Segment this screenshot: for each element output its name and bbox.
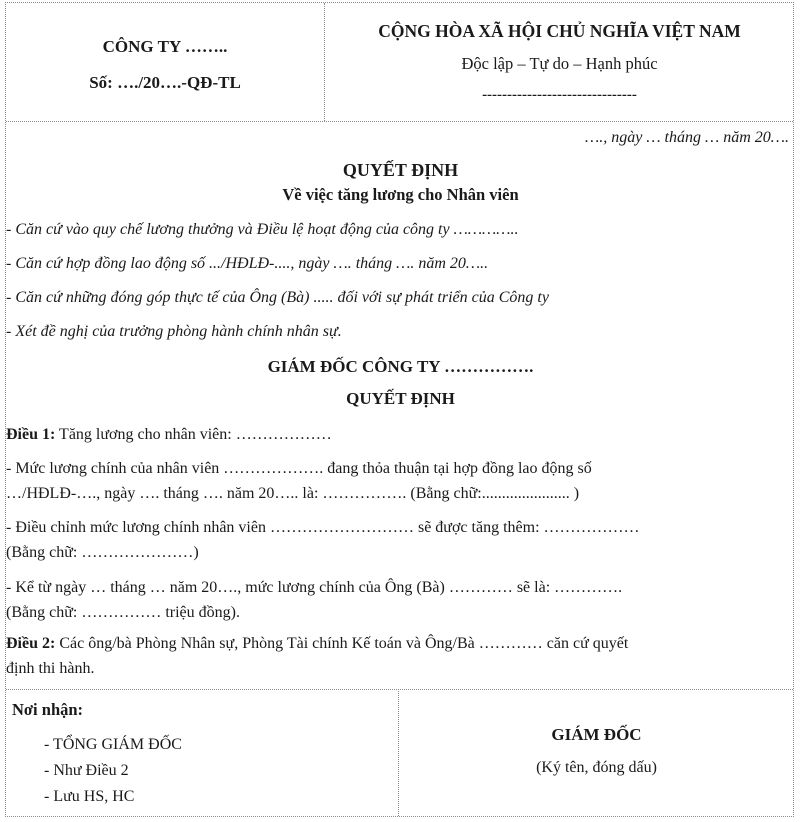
document-subtitle: Về việc tăng lương cho Nhân viên xyxy=(282,185,519,204)
article-2-label: Điều 2: xyxy=(6,635,56,652)
director-heading: GIÁM ĐỐC CÔNG TY ……………. xyxy=(267,357,534,376)
article-1-item: - Kể từ ngày … tháng … năm 20…., mức lương chính của Ông (Bà) ………… sẽ là: …………. xyxy=(6,579,623,596)
recipient-item: - Như Điều 2 xyxy=(44,762,129,779)
basis-item: - Căn cứ những đóng góp thực tế của Ông (Bà) ..... đối với sự phát triển của Công ty xyxy=(6,289,549,306)
footer-top-line xyxy=(6,689,793,690)
header-bottom-line xyxy=(6,121,793,122)
decision-document xyxy=(5,2,794,817)
motto-separator: ------------------------------- xyxy=(482,87,637,103)
article-2 xyxy=(6,635,628,653)
article-1-item: - Điều chỉnh mức lương chính nhân viên ……………………… sẽ được tăng thêm: ……………… xyxy=(6,519,640,536)
article-1-item: - Mức lương chính của nhân viên ………………. đang thỏa thuận tại hợp đồng lao động số xyxy=(6,460,592,477)
recipients-label: Nơi nhận: xyxy=(12,700,84,719)
national-motto: Độc lập – Tự do – Hạnh phúc xyxy=(461,54,658,73)
article-1-item: …/HĐLĐ-…., ngày …. tháng …. năm 20….. là: ……………. (Bằng chữ:...................... ) xyxy=(6,485,580,502)
country-name: CỘNG HÒA XÃ HỘI CHỦ NGHĨA VIỆT NAM xyxy=(378,21,741,41)
company-name: CÔNG TY …….. xyxy=(102,37,228,56)
recipient-item: - Lưu HS, HC xyxy=(44,788,135,805)
document-number: Số: …./20….-QĐ-TL xyxy=(89,73,241,92)
basis-item: - Căn cứ vào quy chế lương thưởng và Điều lệ hoạt động của công ty ………….. xyxy=(6,221,519,238)
basis-item: - Xét đề nghị của trưởng phòng hành chính nhân sự. xyxy=(6,323,342,340)
article-2-text: định thi hành. xyxy=(6,660,95,677)
article-1-item: (Bằng chữ: …………… triệu đồng). xyxy=(6,604,240,621)
article-2-text: Các ông/bà Phòng Nhân sự, Phòng Tài chính Kế toán và Ông/Bà ………… căn cứ quyết xyxy=(55,635,629,652)
footer-divider xyxy=(398,689,399,816)
recipient-item: - TỔNG GIÁM ĐỐC xyxy=(44,736,182,753)
date-line: …., ngày … tháng … năm 20…. xyxy=(584,129,789,146)
signature-title: GIÁM ĐỐC xyxy=(551,725,642,744)
decision-heading: QUYẾT ĐỊNH xyxy=(346,389,455,408)
signature-note: (Ký tên, đóng dấu) xyxy=(536,759,657,776)
article-1-text: Tăng lương cho nhân viên: ……………… xyxy=(55,426,332,443)
basis-item: - Căn cứ hợp đồng lao động số .../HĐLĐ-...., ngày …. tháng …. năm 20….. xyxy=(6,255,489,272)
article-1-item: (Bằng chữ: …………………) xyxy=(6,544,199,561)
document-title: QUYẾT ĐỊNH xyxy=(342,160,459,180)
article-1-label: Điều 1: xyxy=(6,426,56,443)
article-1 xyxy=(6,426,332,444)
